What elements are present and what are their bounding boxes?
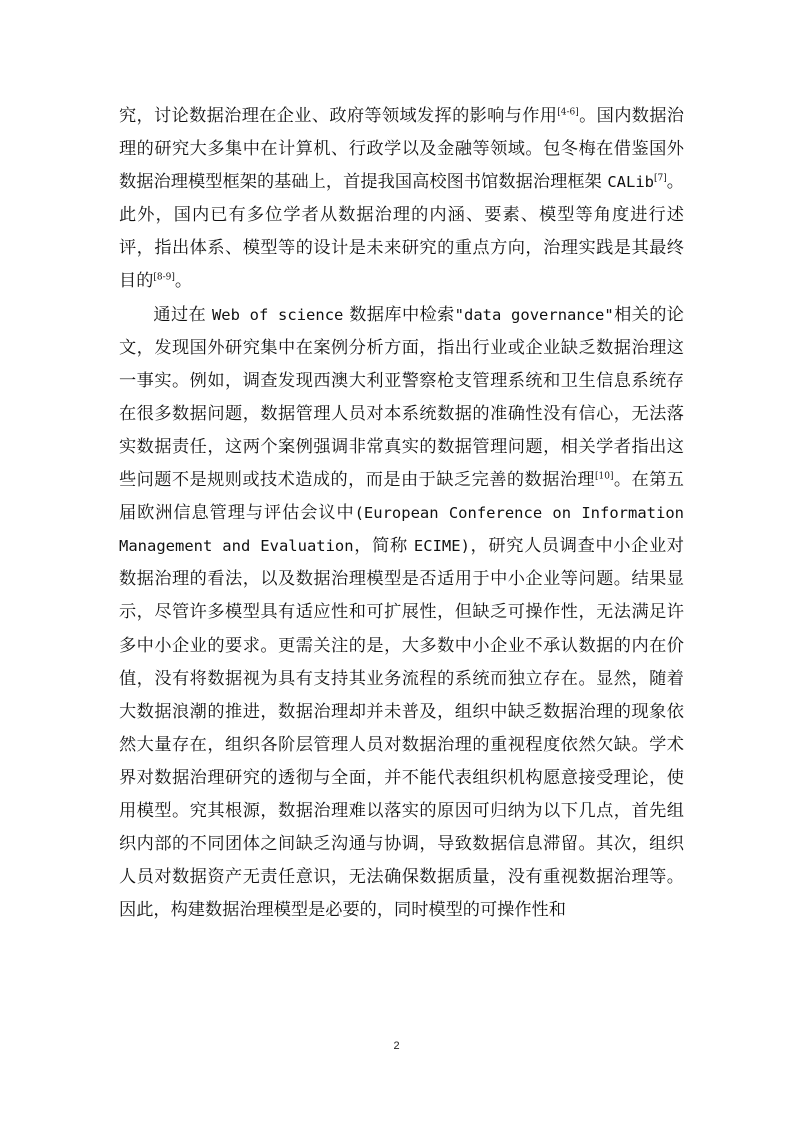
text-span: 。	[174, 271, 193, 292]
text-span: 。国内数据治理的研究大多集中在计算机、行政学以及金融等领域。包冬梅在借鉴国外数据治理模型框架的基础上，首提我国高校图书馆数据治理框架	[119, 106, 684, 193]
paragraph-1	[119, 100, 684, 299]
text-span: 通过在	[153, 304, 212, 325]
paragraph-2	[119, 299, 684, 928]
text-span: 数据库中检索	[343, 304, 455, 325]
conference-name: (European Conference on Information Management and Evaluation	[119, 504, 684, 556]
citation-ref: [8-9]	[153, 272, 175, 283]
text-span: ，简称	[353, 536, 414, 557]
wos-term: Web of science	[211, 305, 344, 324]
calib-term: CALib	[607, 173, 654, 192]
text-span: 。在第五届欧洲信息管理与评估会议中	[119, 470, 684, 524]
body-text	[119, 100, 684, 927]
text-span: 究，讨论数据治理在企业、政府等领域发挥的影响与作用	[119, 106, 558, 126]
citation-ref: [7]	[654, 173, 667, 184]
citation-ref: [4-6]	[557, 107, 579, 118]
text-span: ，研究人员调查中小企业对数据治理的看法，以及数据治理模型是否适用于中小企业等问题。结果显示，尽管许多模型具有适应性和可扩展性，但缺乏可操作性，无法满足许多中小企业的要求。更需关注的是，大多数中小企业不承认数据的内在价值，没有将数据视为具有支持其业务流程的系统而独立存在。显然，随着大数据浪潮的推进，数据治理却并未普及，组织中缺乏数据治理的现象依然大量存在，组织各阶层管理人员对数据治理的重视程度依然欠缺。学术界对数据治理研究的透彻与全面，并不能代表组织机构愿意接受理论，使用模型。究其根源，数据治理难以落实的原因可归纳为以下几点，首先组织内部的不同团体之间缺乏沟通与协调，导致数据信息滞留。其次，组织人员对数据资产无责任意识，无法确保数据质量，没有重视数据治理等。因此，构建数据治理模型是必要的，同时模型的可操作性和	[119, 536, 684, 921]
page-number: 2	[393, 1040, 400, 1052]
search-query: "data governance"	[454, 305, 614, 324]
citation-ref: [10]	[594, 471, 614, 482]
text-span: 相关的论文，发现国外研究集中在案例分析方面，指出行业或企业缺乏数据治理这一事实。例如，调查发现西澳大利亚警察枪支管理系统和卫生信息系统存在很多数据问题，数据管理人员对本系统数据的准确性没有信心，无法落实数据责任，这两个案例强调非常真实的数据管理问题，相关学者指出这些问题不是规则或技术造成的，而是由于缺乏完善的数据治理	[119, 304, 684, 491]
text-span: 。此外，国内已有多位学者从数据治理的内涵、要素、模型等角度进行述评，指出体系、模型等的设计是未来研究的重点方向，治理实践是其最终目的	[119, 172, 684, 292]
ecime-term: ECIME)	[413, 537, 470, 556]
